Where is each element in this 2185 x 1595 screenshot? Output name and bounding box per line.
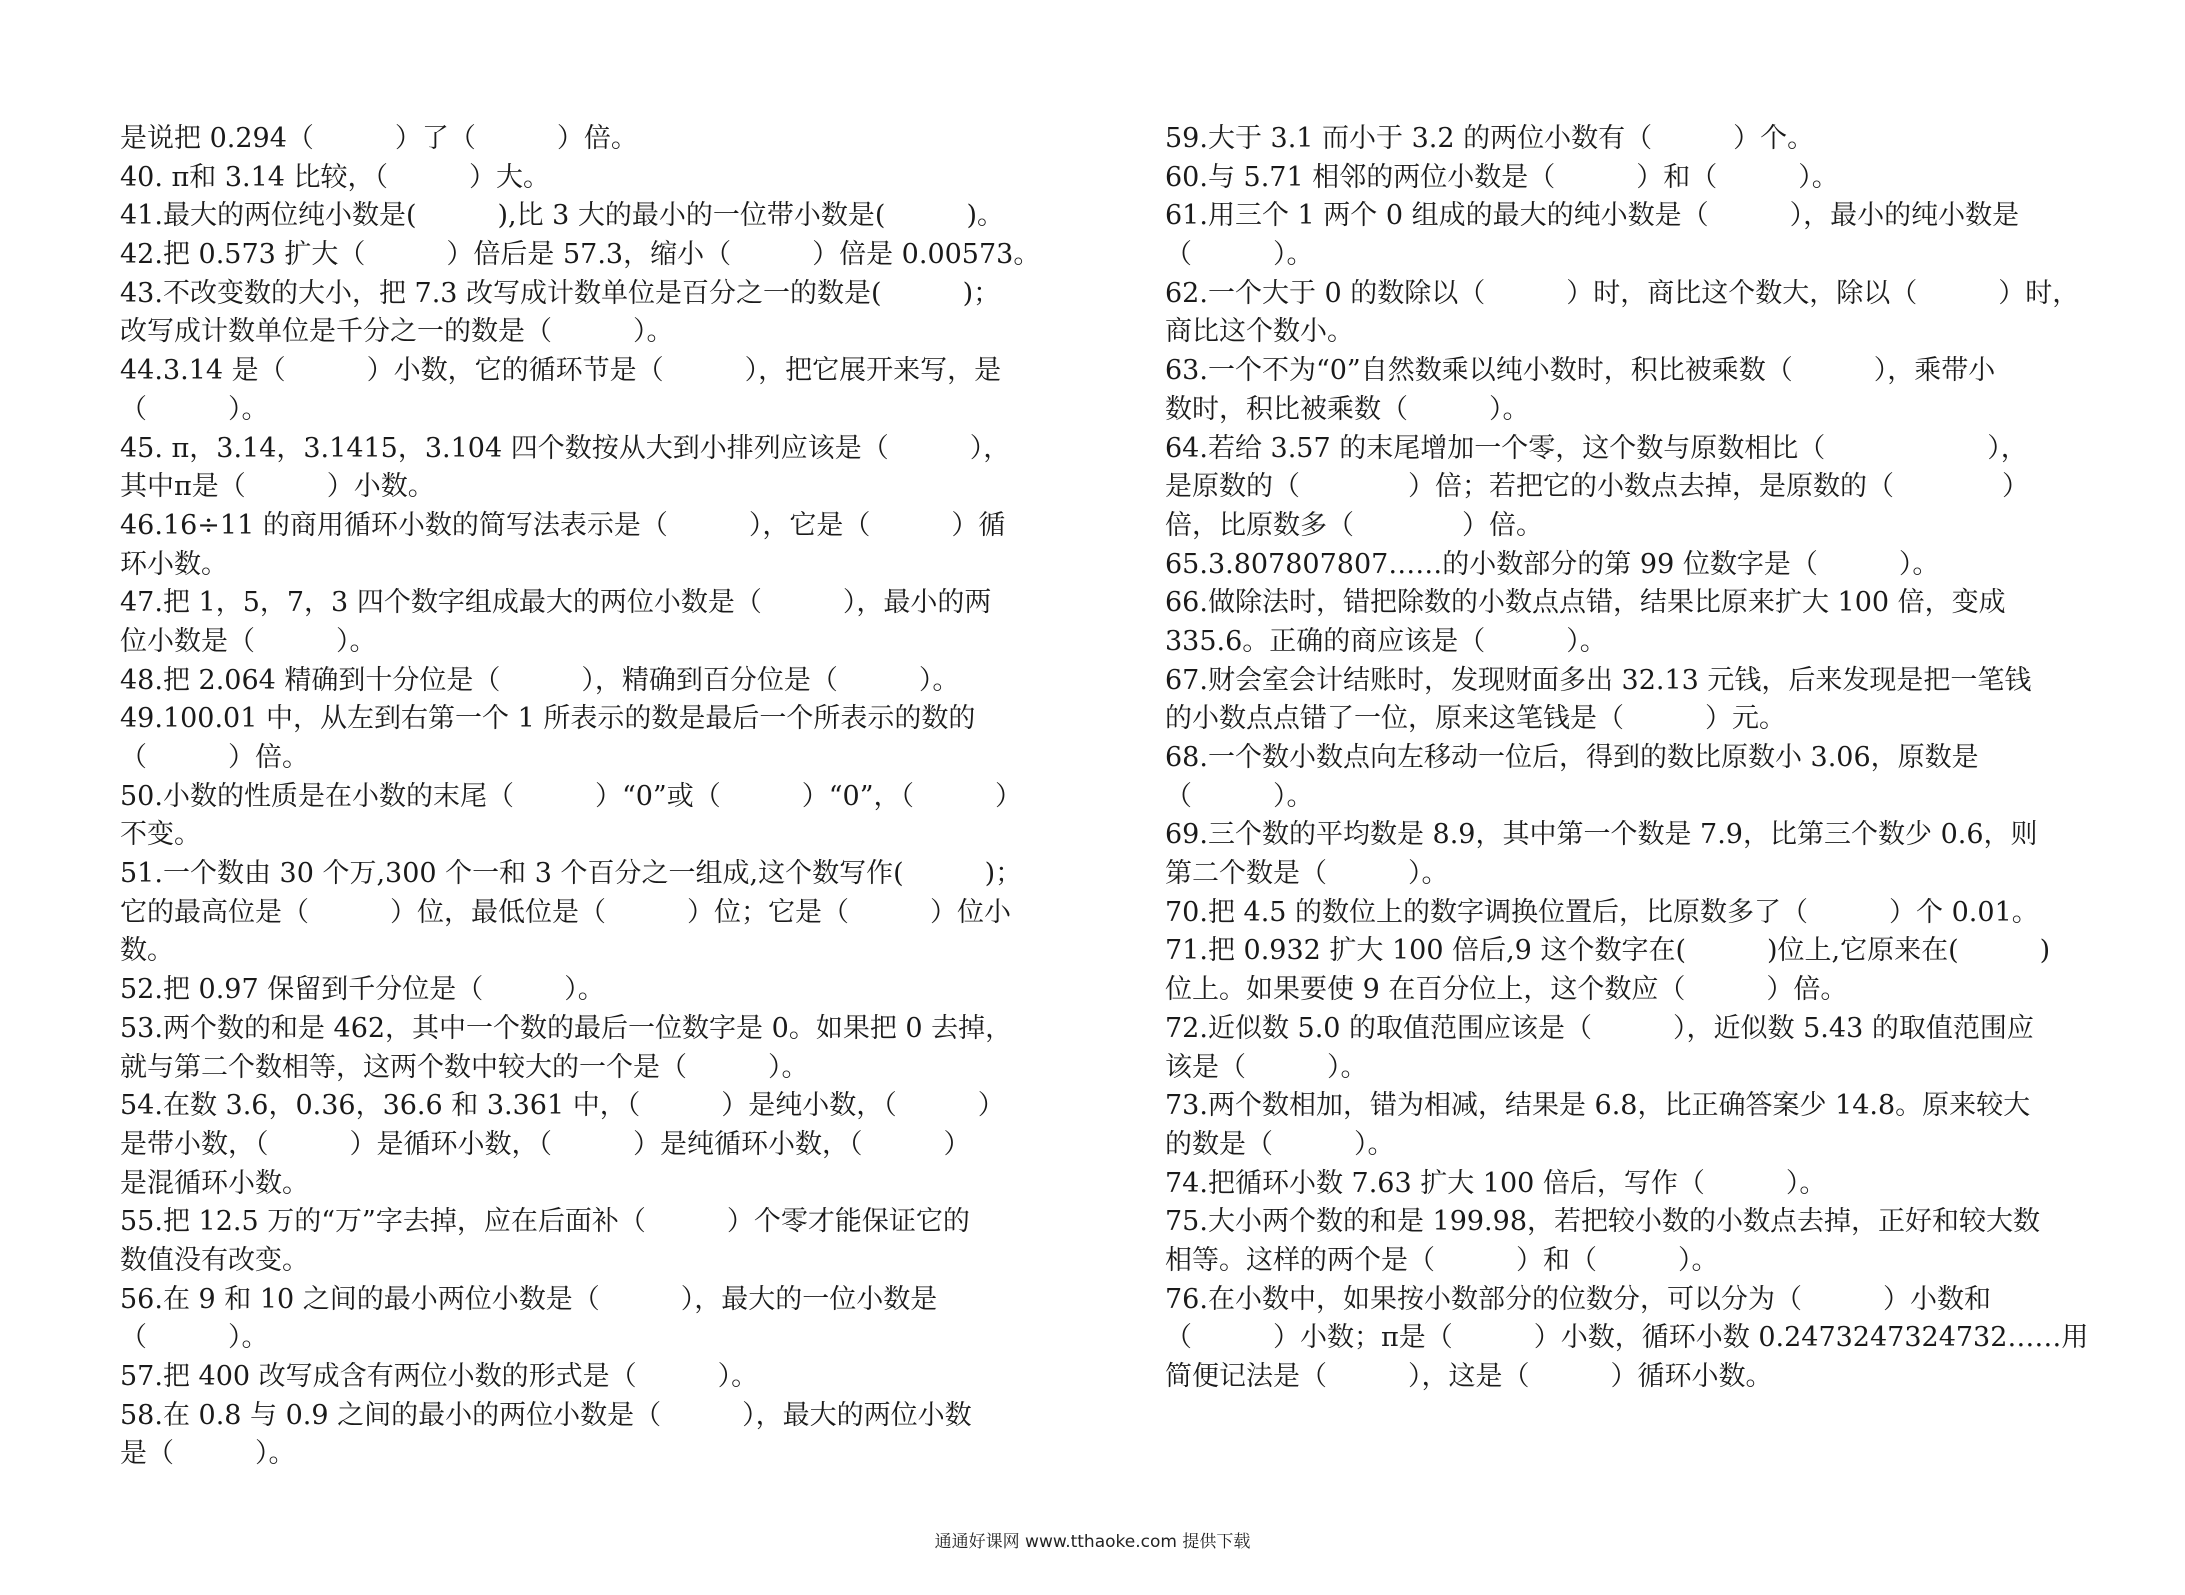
question-line: 44.3.14 是（ ）小数，它的循环节是（ ），把它展开来写，是 xyxy=(120,355,1002,387)
question-line: 41.最大的两位纯小数是( ),比 3 大的最小的一位带小数是( )。 xyxy=(120,200,1004,232)
question-line: 70.把 4.5 的数位上的数字调换位置后，比原数多了（ ）个 0.01。 xyxy=(1165,896,2039,928)
question-line: 是（ ）。 xyxy=(120,1438,296,1470)
question-line: 其中π是（ ）小数。 xyxy=(120,471,435,503)
question-line: 它的最高位是（ ）位，最低位是（ ）位；它是（ ）位小 xyxy=(120,896,1011,928)
question-line: 是混循环小数。 xyxy=(120,1167,309,1199)
question-line: 51.一个数由 30 个万,300 个一和 3 个百分之一组成,这个数写作( )； xyxy=(120,858,1023,890)
question-line: 69.三个数的平均数是 8.9，其中第一个数是 7.9，比第三个数少 0.6，则 xyxy=(1165,819,2038,851)
question-line: 倍，比原数多（ ）倍。 xyxy=(1165,509,1543,541)
question-line: 简便记法是（ ），这是（ ）循环小数。 xyxy=(1165,1361,1773,1392)
question-line: 的小数点点错了一位，原来这笔钱是（ ）元。 xyxy=(1165,703,1786,735)
question-line: （ ）。 xyxy=(120,393,269,425)
question-line: 位小数是（ ）。 xyxy=(120,625,377,657)
question-line: 76.在小数中，如果按小数部分的位数分，可以分为（ ）小数和 xyxy=(1165,1283,1991,1315)
question-line: 67.财会室会计结账时，发现财面多出 32.13 元钱，后来发现是把一笔钱 xyxy=(1165,664,2032,696)
question-line: 第二个数是（ ）。 xyxy=(1165,858,1449,890)
question-line: 数值没有改变。 xyxy=(120,1244,309,1276)
question-line: （ ）。 xyxy=(120,1322,269,1354)
page-footer: 通通好课网 www.tthaoke.com 提供下载 xyxy=(934,1532,1251,1552)
question-line: 48.把 2.064 精确到十分位是（ ），精确到百分位是（ ）。 xyxy=(120,664,960,696)
question-line: 该是（ ）。 xyxy=(1165,1051,1368,1083)
question-line: 59.大于 3.1 而小于 3.2 的两位小数有（ ）个。 xyxy=(1165,123,1815,154)
left-column xyxy=(120,120,1045,1474)
question-line: 50.小数的性质是在小数的末尾（ ）“0”或（ ）“0”，（ ） xyxy=(120,780,1023,812)
question-line: 数。 xyxy=(120,935,174,967)
question-line: 就与第二个数相等，这两个数中较大的一个是（ ）。 xyxy=(120,1051,809,1083)
question-line: 相等。这样的两个是（ ）和（ ）。 xyxy=(1165,1244,1719,1276)
question-line: 是原数的（ ）倍；若把它的小数点去掉，是原数的（ ） xyxy=(1165,471,2029,503)
question-line: 改写成计数单位是千分之一的数是（ ）。 xyxy=(120,316,674,348)
question-line: 49.100.01 中，从左到右第一个 1 所表示的数是最后一个所表示的数的 xyxy=(120,703,976,735)
question-line: 位上。如果要使 9 在百分位上，这个数应（ ）倍。 xyxy=(1165,974,1848,1006)
question-line: 62.一个大于 0 的数除以（ ）时，商比这个数大，除以（ ）时， xyxy=(1165,277,2080,309)
question-line: 73.两个数相加，错为相减，结果是 6.8，比正确答案少 14.8。原来较大 xyxy=(1165,1090,2031,1122)
question-line: 71.把 0.932 扩大 100 倍后,9 这个数字在( )位上,它原来在( ) xyxy=(1165,935,2051,967)
question-line: 63.一个不为“0”自然数乘以纯小数时，积比被乘数（ ），乘带小 xyxy=(1165,355,1996,387)
question-line: 54.在数 3.6，0.36，36.6 和 3.361 中，（ ）是纯小数，（ ） xyxy=(120,1090,1005,1122)
question-line: 40. π和 3.14 比较，（ ）大。 xyxy=(120,161,551,193)
question-line: 335.6。正确的商应该是（ ）。 xyxy=(1165,625,1607,657)
question-line: 43.不改变数的大小，把 7.3 改写成计数单位是百分之一的数是( )； xyxy=(120,277,1001,309)
question-line: 商比这个数小。 xyxy=(1165,316,1354,348)
question-line: 66.做除法时，错把除数的小数点点错，结果比原来扩大 100 倍，变成 xyxy=(1165,587,2006,619)
question-line: 55.把 12.5 万的“万”字去掉，应在后面补（ ）个零才能保证它的 xyxy=(120,1206,970,1238)
question-line: 46.16÷11 的商用循环小数的简写法表示是（ ），它是（ ）循 xyxy=(120,509,1006,541)
question-line: 72.近似数 5.0 的取值范围应该是（ ），近似数 5.43 的取值范围应 xyxy=(1165,1012,2034,1044)
question-line: 52.把 0.97 保留到千分位是（ ）。 xyxy=(120,974,605,1006)
question-line: 45. π，3.14，3.1415，3.104 四个数按从大到小排列应该是（ ）， xyxy=(120,432,1011,464)
question-line: 75.大小两个数的和是 199.98，若把较小数的小数点去掉，正好和较大数 xyxy=(1165,1206,2040,1238)
question-line: （ ）倍。 xyxy=(120,742,309,773)
question-line: 57.把 400 改写成含有两位小数的形式是（ ）。 xyxy=(120,1361,759,1392)
question-line: 56.在 9 和 10 之间的最小两位小数是（ ），最大的一位小数是 xyxy=(120,1283,938,1315)
question-line: 61.用三个 1 两个 0 组成的最大的纯小数是（ ），最小的纯小数是 xyxy=(1165,200,2020,232)
question-line: 42.把 0.573 扩大（ ）倍后是 57.3，缩小（ ）倍是 0.00573。 xyxy=(120,239,1041,271)
right-column xyxy=(1165,120,2090,1397)
question-line: 68.一个数小数点向左移动一位后，得到的数比原数小 3.06，原数是 xyxy=(1165,742,1979,773)
question-line: 58.在 0.8 与 0.9 之间的最小的两位小数是（ ），最大的两位小数 xyxy=(120,1399,972,1431)
question-line: 不变。 xyxy=(120,819,201,851)
question-line: 是说把 0.294（ ）了（ ）倍。 xyxy=(120,123,638,154)
question-line: （ ）。 xyxy=(1165,780,1314,812)
question-line: 74.把循环小数 7.63 扩大 100 倍后，写作（ ）。 xyxy=(1165,1167,1827,1199)
question-line: 47.把 1，5，7，3 四个数字组成最大的两位小数是（ ），最小的两 xyxy=(120,587,992,619)
question-line: （ ）小数；π是（ ）小数，循环小数 0.2473247324732……用 xyxy=(1165,1322,2089,1354)
question-line: 的数是（ ）。 xyxy=(1165,1128,1395,1160)
question-line: 环小数。 xyxy=(120,548,228,580)
question-line: 53.两个数的和是 462，其中一个数的最后一位数字是 0。如果把 0 去掉， xyxy=(120,1012,1013,1044)
question-line: 64.若给 3.57 的末尾增加一个零，这个数与原数相比（ ）， xyxy=(1165,432,2028,464)
question-line: （ ）。 xyxy=(1165,239,1314,271)
question-line: 数时，积比被乘数（ ）。 xyxy=(1165,393,1530,425)
question-line: 60.与 5.71 相邻的两位小数是（ ）和（ ）。 xyxy=(1165,161,1839,193)
question-line: 是带小数，（ ）是循环小数，（ ）是纯循环小数，（ ） xyxy=(120,1128,971,1160)
question-line: 65.3.807807807……的小数部分的第 99 位数字是（ ）。 xyxy=(1165,548,1940,580)
